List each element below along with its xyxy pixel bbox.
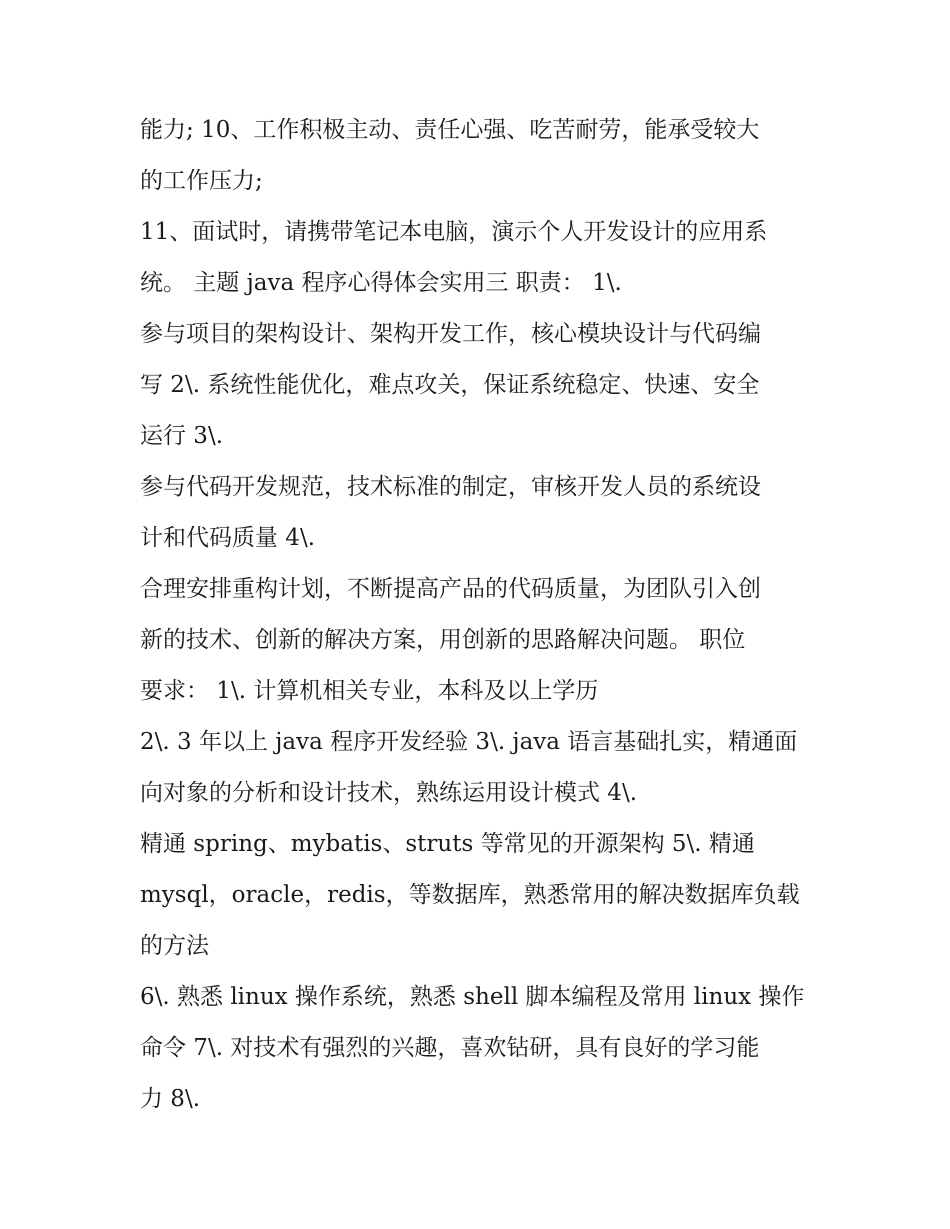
text-line-17: 的方法	[140, 933, 209, 959]
text-line-16: mysql，oracle，redis，等数据库，熟悉常用的解决数据库负载	[140, 882, 800, 908]
text-line-19: 命令 7\. 对技术有强烈的兴趣，喜欢钻研，具有良好的学习能	[140, 1035, 760, 1061]
text-line-13: 2\. 3 年以上 java 程序开发经验 3\. java 语言基础扎实，精通面	[140, 729, 798, 755]
text-line-11: 新的技术、创新的解决方案，用创新的思路解决问题。 职位	[140, 627, 746, 653]
text-line-3: 11、面试时，请携带笔记本电脑，演示个人开发设计的应用系	[140, 219, 768, 245]
text-line-5: 参与项目的架构设计、架构开发工作，核心模块设计与代码编	[140, 321, 761, 347]
text-line-10: 合理安排重构计划，不断提高产品的代码质量，为团队引入创	[140, 576, 761, 602]
text-line-20: 力 8\.	[140, 1086, 201, 1112]
text-line-2: 的工作压力;	[140, 168, 263, 194]
body-text	[140, 105, 830, 1125]
text-line-9: 计和代码质量 4\.	[140, 525, 316, 551]
text-line-15: 精通 spring、mybatis、struts 等常见的开源架构 5\. 精通	[140, 831, 755, 857]
text-line-6: 写 2\. 系统性能优化，难点攻关，保证系统稳定、快速、安全	[140, 372, 760, 398]
text-line-8: 参与代码开发规范，技术标准的制定，审核开发人员的系统设	[140, 474, 761, 500]
text-line-4: 统。 主题 java 程序心得体会实用三 职责： 1\.	[140, 270, 622, 296]
text-line-18: 6\. 熟悉 linux 操作系统，熟悉 shell 脚本编程及常用 linux 操作	[140, 984, 805, 1010]
text-line-12: 要求： 1\. 计算机相关专业，本科及以上学历	[140, 678, 599, 704]
text-line-14: 向对象的分析和设计技术，熟练运用设计模式 4\.	[140, 780, 638, 806]
text-line-1: 能力; 10、工作积极主动、责任心强、吃苦耐劳，能承受较大	[140, 117, 760, 143]
text-line-7: 运行 3\.	[140, 423, 224, 449]
